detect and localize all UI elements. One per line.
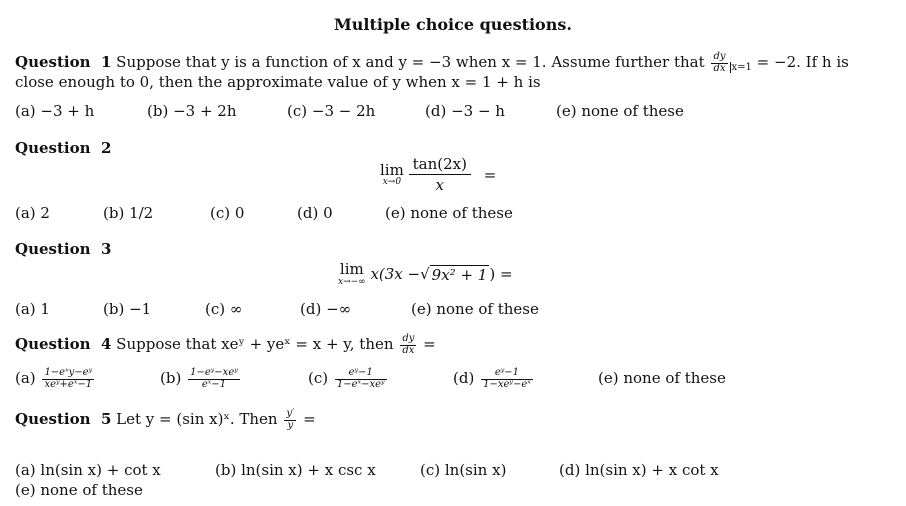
q3-option-d[interactable]: (d) −∞ [300,300,352,318]
q4-option-d[interactable]: (d) $\frac{\text{eʸ−1}}{\text{1−xeʸ−eˣ}}$ [453,367,531,390]
question-1-label: Question 1 [15,53,112,71]
q3-limit-expression: lim x→−∞ x(3x −√ 9x² + 1 ) = [338,260,513,287]
question-4-text: Suppose that xeʸ + yeˣ = x + y, then [116,335,394,353]
q1-option-e[interactable]: (e) none of these [556,102,684,120]
q5-fraction: $\frac{y'}{y}$ [286,408,295,431]
q5-option-a[interactable]: (a) ln(sin x) + cot x [15,461,161,479]
q5-option-c[interactable]: (c) ln(sin x) [420,461,507,479]
q4-option-a[interactable]: (a) $\frac{\text{1−eˣy−eʸ}}{\text{xeʸ+eˣ−1}}$ [15,367,93,390]
q1-option-d[interactable]: (d) −3 − h [425,102,505,120]
q2-option-e[interactable]: (e) none of these [385,204,513,222]
question-1-text: Suppose that y is a function of x and y = −3 when x = 1. Assume further that [116,53,705,71]
q4-option-b[interactable]: (b) $\frac{\text{1−eʸ−xeʸ}}{\text{eˣ−1}}$ [160,367,238,390]
question-2-label: Question 2 [15,139,112,157]
q3-option-e[interactable]: (e) none of these [411,300,539,318]
q2-limit-expression: lim x→0 $\frac{\tan(2x)}{x}$ = [380,155,497,195]
q2-option-d[interactable]: (d) 0 [297,204,333,222]
q1-option-c[interactable]: (c) −3 − 2h [287,102,376,120]
question-5-label: Question 5 [15,410,112,428]
question-4-line: Question 4 Suppose that xeʸ + yeˣ = x + y, then $\frac{dy}{dx}$ = [15,333,436,356]
q2-option-b[interactable]: (b) 1/2 [103,204,154,222]
q4-option-e[interactable]: (e) none of these [598,369,726,387]
q2-option-a[interactable]: (a) 2 [15,204,50,222]
q3-option-a[interactable]: (a) 1 [15,300,50,318]
question-1-text-end: = −2. If h is [756,53,849,71]
q3-option-c[interactable]: (c) ∞ [205,300,243,318]
q1-evaluated-at: x=1 [731,62,752,73]
question-1-line-1 [15,52,849,74]
page-title: Multiple choice questions. [334,15,572,34]
q4-derivative: $\frac{dy}{dx}$ [402,333,415,356]
q2-option-c[interactable]: (c) 0 [210,204,245,222]
q5-option-e[interactable]: (e) none of these [15,481,143,499]
question-4-label: Question 4 [15,335,112,353]
q3-option-b[interactable]: (b) −1 [103,300,152,318]
q5-option-b[interactable]: (b) ln(sin x) + x csc x [215,461,376,479]
question-1-line-2: close enough to 0, then the approximate value of y when x = 1 + h is [15,73,541,91]
q4-option-c[interactable]: (c) $\frac{\text{eʸ−1}}{\text{1−eˣ−xeʸ}}$ [308,367,385,390]
q2-lim: lim x→0 [380,160,404,188]
q1-derivative: $\frac{dy}{dx}$ [713,51,726,74]
question-3-label: Question 3 [15,240,112,258]
q5-option-d[interactable]: (d) ln(sin x) + x cot x [559,461,719,479]
question-5-line: Question 5 Let y = (sin x)ˣ. Then $\frac{y'}{y}$ = [15,408,316,431]
q1-option-b[interactable]: (b) −3 + 2h [147,102,237,120]
q3-lim: lim x→−∞ [338,260,366,287]
q2-fraction: $\frac{\tan(2x)}{x}$ [409,154,471,196]
question-5-text: Let y = (sin x)ˣ. Then [116,410,278,428]
q1-option-a[interactable]: (a) −3 + h [15,102,95,120]
